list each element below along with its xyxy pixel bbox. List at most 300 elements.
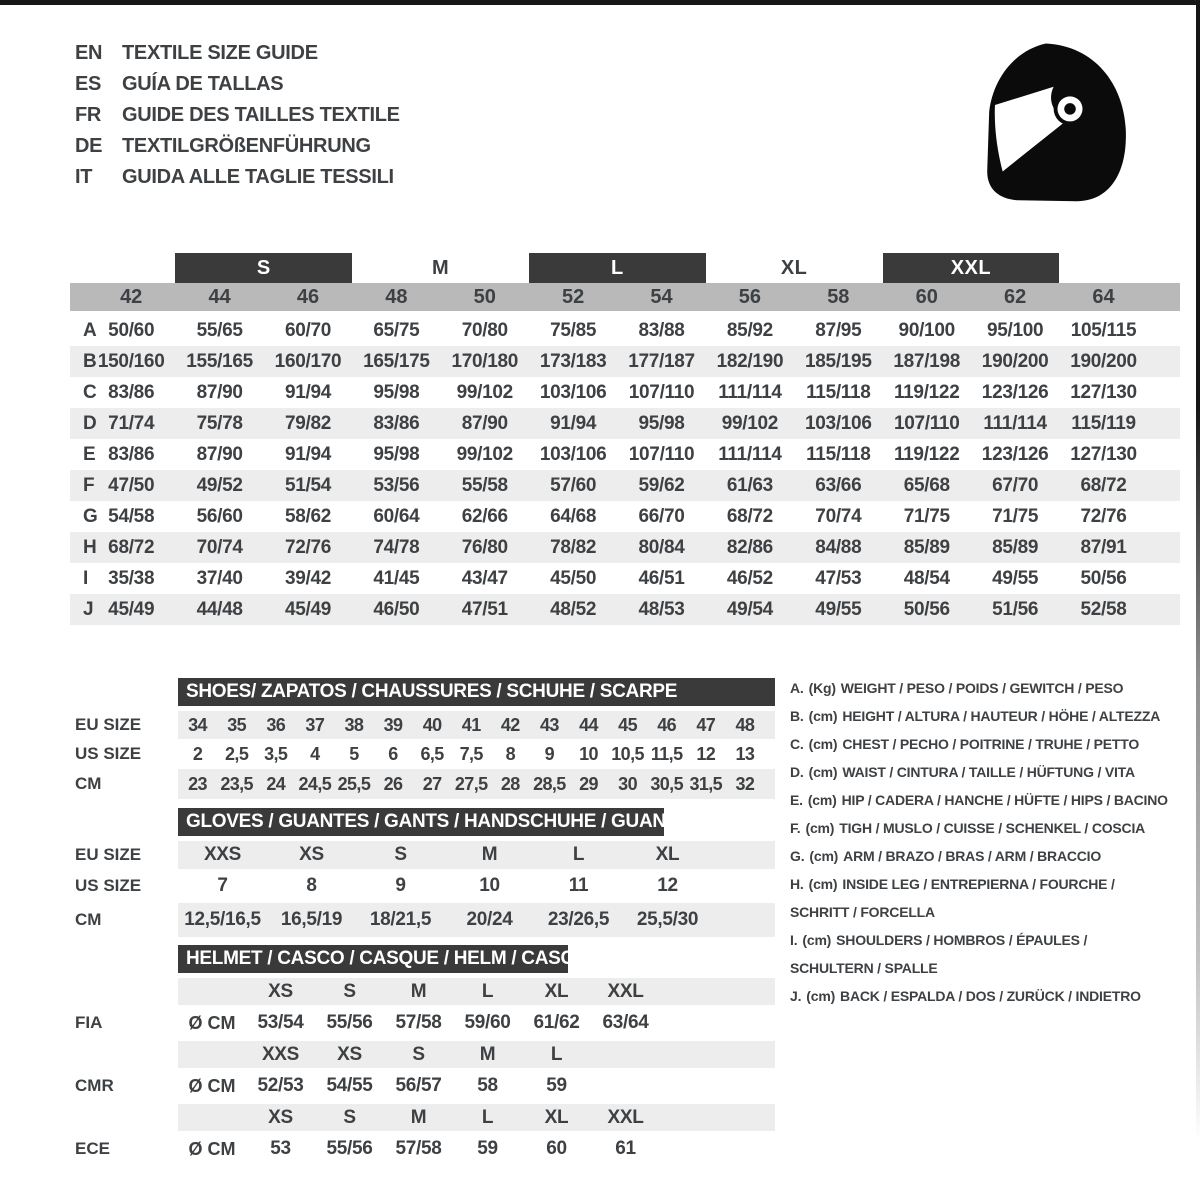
legend-key: F. (790, 820, 801, 836)
measurement-value-cell: 70/80 (461, 319, 508, 341)
measurement-value-cell: 65/75 (373, 319, 420, 341)
measurement-value-cell: 47/53 (815, 567, 862, 589)
legend-text: WEIGHT / PESO / POIDS / GEWITCH / PESO (840, 680, 1124, 696)
glove-size-cell: 18/21,5 (369, 909, 432, 930)
legend-item (790, 786, 1170, 814)
measurement-value-cell: 107/110 (628, 381, 695, 403)
legend-key: J. (790, 988, 802, 1004)
shoe-size-cell: 23 (188, 773, 207, 794)
measurement-value-cell: 95/98 (638, 412, 685, 434)
measurement-value-cell: 50/60 (108, 319, 155, 341)
helmet-standard-name: FIA (75, 1013, 103, 1032)
legend-text: HIP / CADERA / HANCHE / HÜFTE / HIPS / BACINO (841, 792, 1168, 808)
measurement-value-cell: 91/94 (284, 443, 331, 465)
measurement-row-values (87, 408, 1180, 439)
measurement-value-cell: 76/80 (461, 536, 508, 558)
shoe-size-cell: 27,5 (454, 773, 488, 794)
shoe-size-cell: 25,5 (337, 773, 371, 794)
measurement-value-cell: 68/72 (108, 536, 155, 558)
measurement-value-cell: 182/190 (716, 350, 784, 372)
measurement-row-values (87, 377, 1180, 408)
language-row (75, 38, 400, 69)
eu-size-cell: 64 (1092, 285, 1115, 308)
shoe-size-cell: 48 (735, 714, 755, 735)
shoe-size-cell: 8 (505, 743, 515, 764)
shoes-table (75, 678, 778, 799)
measurement-row-label: G (83, 505, 98, 527)
legend-key: D. (790, 764, 804, 780)
eu-size-cell: 60 (915, 285, 938, 308)
measurement-value-cell: 49/54 (726, 598, 773, 620)
language-title: TEXTILGRÖßENFÜHRUNG (122, 135, 371, 157)
measurement-row-label: D (83, 412, 97, 434)
helmet-values (246, 1068, 775, 1104)
eu-size-cell: 58 (827, 285, 850, 308)
helmet-value-cell: 57/58 (395, 1138, 442, 1159)
eu-size-cell: 50 (473, 285, 496, 308)
measurement-value-cell: 84/88 (815, 536, 862, 558)
measurement-value-cell: 190/200 (981, 350, 1049, 372)
measurement-value-cell: 59/62 (638, 474, 685, 496)
measurement-value-cell: 85/92 (726, 319, 773, 341)
measurement-value-cell: 115/118 (806, 443, 871, 465)
measurement-value-cell: 71/75 (903, 505, 950, 527)
measurement-value-cell: 187/198 (893, 350, 960, 372)
gloves-header-bar (178, 808, 683, 836)
shoe-size-cell: 13 (735, 743, 755, 764)
helmet-size-cell: XXS (261, 1043, 300, 1065)
measurement-value-cell: 45/49 (284, 598, 331, 620)
measurement-value-cell: 75/78 (196, 412, 243, 434)
language-row (75, 131, 400, 162)
helmet-header-bar (178, 945, 589, 973)
measurement-value-cell: 111/114 (718, 381, 782, 403)
frame-top-border (0, 0, 1200, 5)
shoe-size-cell: 26 (383, 773, 403, 794)
helmet-values-row (75, 1005, 775, 1041)
measurement-value-cell: 177/187 (628, 350, 695, 372)
measurement-value-cell: 46/52 (726, 567, 773, 589)
shoe-size-cell: 36 (266, 714, 286, 735)
measurement-value-cell: 47/50 (108, 474, 155, 496)
language-row (75, 100, 400, 131)
gloves-eu-row (75, 841, 775, 869)
shoe-size-cell: 28 (500, 773, 520, 794)
shoes-header-bar (178, 678, 775, 706)
measurement-value-cell: 70/74 (815, 505, 862, 527)
helmet-value-cell: 57/58 (395, 1012, 442, 1033)
glove-size-cell: 10 (479, 875, 500, 896)
shoe-size-cell: 6,5 (420, 743, 444, 764)
glove-size-cell: 7 (217, 875, 228, 896)
size-bar-label: S (175, 253, 352, 283)
measurement-value-cell: 85/89 (903, 536, 950, 558)
measurement-value-cell: 52/58 (1080, 598, 1127, 620)
measurement-value-cell: 123/126 (981, 381, 1049, 403)
language-title: GUIDE DES TAILLES TEXTILE (122, 104, 400, 126)
legend-unit: (cm) (808, 736, 838, 752)
measurement-value-cell: 50/56 (1080, 567, 1127, 589)
glove-size-cell: L (572, 844, 585, 865)
measurement-value-cell: 74/78 (373, 536, 420, 558)
measurement-row-label: J (83, 598, 94, 620)
shoes-eu-values (178, 711, 775, 739)
helmet-size-cell: L (481, 1106, 494, 1128)
helmet-size-cell: L (550, 1043, 563, 1065)
measurement-value-cell: 83/88 (638, 319, 685, 341)
measurement-value-cell: 37/40 (196, 567, 243, 589)
shoe-size-cell: 5 (349, 743, 359, 764)
measurement-value-cell: 61/63 (726, 474, 773, 496)
measurement-row (70, 563, 1180, 594)
legend-text: BACK / ESPALDA / DOS / ZURÜCK / INDIETRO (840, 988, 1141, 1004)
helmet-value-cell: 61/62 (533, 1012, 580, 1033)
gloves-us-size-label: US SIZE (75, 876, 142, 895)
eu-size-cell: 52 (562, 285, 585, 308)
language-code: ES (75, 73, 102, 95)
glove-size-cell: S (394, 844, 407, 865)
glove-size-cell: 11 (568, 875, 589, 896)
shoe-size-cell: 37 (305, 714, 325, 735)
shoe-size-cell: 11,5 (650, 743, 683, 764)
measurement-value-cell: 160/170 (274, 350, 342, 372)
legend-unit: (cm) (806, 988, 836, 1004)
eu-size-cell: 46 (296, 285, 320, 308)
helmet-value-cell: 61 (615, 1138, 636, 1159)
measurement-row (70, 594, 1180, 625)
glove-size-cell: 25,5/30 (636, 909, 699, 930)
glove-size-cell: 12,5/16,5 (184, 909, 261, 930)
measurement-value-cell: 111/114 (983, 412, 1047, 434)
shoes-us-row (75, 739, 775, 769)
measurement-value-cell: 107/110 (628, 443, 695, 465)
eu-size-cell: 54 (650, 285, 673, 308)
shoes-us-values (178, 739, 775, 769)
measurement-value-cell: 87/90 (461, 412, 508, 434)
measurement-value-cell: 49/55 (815, 598, 862, 620)
measurement-value-cell: 46/51 (638, 567, 685, 589)
helmet-standard-block (75, 978, 775, 1041)
shoe-size-cell: 30,5 (650, 773, 683, 794)
shoe-size-cell: 2 (192, 743, 203, 764)
legend-unit: (cm) (808, 708, 838, 724)
legend-unit: (cm) (802, 932, 832, 948)
measurement-row-values (87, 563, 1180, 594)
measurement-value-cell: 127/130 (1070, 443, 1137, 465)
eu-size-cell: 42 (120, 285, 143, 308)
legend-text: TIGH / MUSLO / CUISSE / SCHENKEL / COSCIA (839, 820, 1146, 836)
measurement-value-cell: 75/85 (550, 319, 597, 341)
measurement-value-cell: 99/102 (456, 443, 513, 465)
helmet-size-cell: XS (268, 980, 293, 1002)
measurement-value-cell: 165/175 (363, 350, 430, 372)
helmet-size-labels (246, 978, 775, 1005)
helmet-size-cell: XL (544, 1106, 569, 1128)
helmet-sizes-row (178, 978, 775, 1005)
legend-text: SHOULDERS / HOMBROS / ÉPAULES / SCHULTERN / SPALLE (790, 932, 1088, 976)
language-list (75, 38, 400, 193)
measurement-row (70, 377, 1180, 408)
shoe-size-cell: 27 (422, 773, 442, 794)
measurement-value-cell: 95/98 (373, 443, 420, 465)
gloves-table (75, 808, 778, 937)
legend-item (790, 758, 1170, 786)
measurement-value-cell: 66/70 (638, 505, 685, 527)
helmet-size-cell: XXL (607, 1106, 644, 1128)
shoe-size-cell: 3,5 (264, 743, 288, 764)
legend-item (790, 842, 1170, 870)
legend-key: E. (790, 792, 803, 808)
shoes-cm-label: CM (75, 774, 102, 793)
helmet-size-cell: M (410, 980, 427, 1002)
measurement-value-cell: 70/74 (196, 536, 243, 558)
helmet-value-cell: 56/57 (395, 1075, 442, 1096)
shoe-size-cell: 38 (344, 714, 364, 735)
helmet-size-cell: M (479, 1043, 496, 1065)
measurement-value-cell: 119/122 (893, 443, 960, 465)
shoe-size-cell: 30 (618, 773, 637, 794)
shoes-title: SHOES/ ZAPATOS / CHAUSSURES / SCHUHE / SCARPE (186, 681, 678, 702)
gloves-cm-values (178, 903, 775, 937)
legend-key: C. (790, 736, 804, 752)
legend-unit: (cm) (809, 848, 839, 864)
measurement-value-cell: 67/70 (992, 474, 1039, 496)
legend-item (790, 982, 1170, 1010)
shoe-size-cell: 29 (579, 773, 598, 794)
measurement-row (70, 315, 1180, 346)
frame-right-border (1196, 0, 1200, 1165)
measurement-value-cell: 91/94 (550, 412, 597, 434)
glove-size-cell: 23/26,5 (547, 909, 610, 930)
measurement-value-cell: 50/56 (903, 598, 950, 620)
size-bar-label: M (431, 256, 450, 279)
measurement-row-label: E (83, 443, 96, 465)
helmet-values (246, 1005, 775, 1041)
measurement-value-cell: 185/195 (805, 350, 872, 372)
measurement-value-cell: 95/98 (373, 381, 420, 403)
measurement-row-values (87, 594, 1180, 625)
measurement-row-label: H (83, 536, 97, 558)
helmet-sizes-row (178, 1041, 775, 1068)
measurement-value-cell: 43/47 (461, 567, 508, 589)
legend-text: HEIGHT / ALTURA / HAUTEUR / HÖHE / ALTEZZA (842, 708, 1161, 724)
shoe-size-cell: 24,5 (298, 773, 332, 794)
measurement-value-cell: 60/70 (284, 319, 331, 341)
legend-key: I. (790, 932, 798, 948)
measurement-value-cell: 91/94 (284, 381, 331, 403)
helmet-value-cell: 59 (477, 1138, 498, 1159)
legend-item (790, 814, 1170, 842)
shoes-us-size-label: US SIZE (75, 744, 142, 763)
legend-key: A. (790, 680, 804, 696)
language-row (75, 162, 400, 193)
legend-text: WAIST / CINTURA / TAILLE / HÜFTUNG / VITA (842, 764, 1135, 780)
shoe-size-cell: 40 (422, 714, 442, 735)
measurement-value-cell: 119/122 (893, 381, 960, 403)
size-bar-label: L (529, 253, 706, 283)
eu-size-cell: 44 (208, 285, 231, 308)
gloves-us-values (178, 869, 775, 903)
measurement-value-cell: 107/110 (893, 412, 960, 434)
measurement-value-cell: 48/52 (550, 598, 597, 620)
measurement-value-cell: 87/95 (815, 319, 862, 341)
measurement-value-cell: 46/50 (373, 598, 420, 620)
measurement-value-cell: 190/200 (1070, 350, 1137, 372)
helmet-standard-name: CMR (75, 1076, 114, 1095)
shoes-cm-row (75, 769, 775, 799)
helmet-unit-label: Ø CM (188, 1012, 236, 1033)
language-title: GUIDA ALLE TAGLIE TESSILI (122, 166, 394, 188)
racing-helmet-icon (980, 30, 1135, 213)
shoe-size-cell: 10 (579, 743, 598, 764)
measurement-row-values (87, 315, 1180, 346)
helmet-size-cell: XS (268, 1106, 293, 1128)
measurement-value-cell: 173/183 (539, 350, 607, 372)
measurement-value-cell: 64/68 (550, 505, 597, 527)
shoe-size-cell: 24 (266, 773, 286, 794)
measurement-value-cell: 99/102 (721, 412, 779, 434)
helmet-value-cell: 60 (546, 1138, 567, 1159)
measurement-value-cell: 51/54 (284, 474, 331, 496)
language-row (75, 69, 400, 100)
helmet-standard-name: ECE (75, 1139, 110, 1158)
helmet-table (75, 945, 778, 1167)
language-title: GUÍA DE TALLAS (122, 73, 284, 95)
glove-size-cell: 16,5/19 (280, 909, 343, 930)
measurement-row (70, 470, 1180, 501)
measurement-value-cell: 57/60 (550, 474, 597, 496)
legend-unit: (cm) (807, 792, 837, 808)
eu-size-cell: 48 (385, 285, 408, 308)
measurement-row (70, 439, 1180, 470)
helmet-size-cell: M (410, 1106, 427, 1128)
measurement-value-cell: 170/180 (451, 350, 519, 372)
gloves-cm-row (75, 903, 775, 937)
measurement-value-cell: 68/72 (726, 505, 773, 527)
measurement-row (70, 532, 1180, 563)
measurement-value-cell: 78/82 (550, 536, 597, 558)
gloves-eu-values (178, 841, 775, 869)
measurement-value-cell: 83/86 (108, 381, 155, 403)
measurement-row-label: A (83, 319, 97, 341)
shoe-size-cell: 31,5 (689, 773, 723, 794)
helmet-values-row (75, 1131, 775, 1167)
helmet-title: HELMET / CASCO / CASQUE / HELM / CASCO (186, 948, 589, 969)
helmet-values (246, 1131, 775, 1167)
language-code: DE (75, 135, 103, 157)
measurement-value-cell: 72/76 (1080, 505, 1127, 527)
measurement-value-cell: 62/66 (461, 505, 508, 527)
measurement-value-cell: 95/100 (986, 319, 1044, 341)
measurement-value-cell: 45/50 (550, 567, 597, 589)
measurement-value-cell: 82/86 (726, 536, 773, 558)
eu-size-band (70, 283, 1180, 311)
measurement-value-cell: 71/75 (992, 505, 1039, 527)
helmet-unit-label: Ø CM (188, 1138, 236, 1159)
helmet-values-row (75, 1068, 775, 1104)
measurement-row-values (87, 346, 1180, 377)
shoe-size-cell: 35 (227, 714, 247, 735)
legend-unit: (Kg) (808, 680, 836, 696)
shoe-size-cell: 42 (500, 714, 520, 735)
measurement-value-cell: 123/126 (981, 443, 1049, 465)
legend-unit: (cm) (808, 764, 838, 780)
legend-item (790, 870, 1170, 926)
language-code: FR (75, 104, 102, 126)
helmet-standard-block (75, 1104, 775, 1167)
helmet-value-cell: 55/56 (326, 1012, 373, 1033)
shoe-size-cell: 45 (618, 714, 637, 735)
helmet-value-cell: 58 (477, 1075, 498, 1096)
measurement-row-values (87, 439, 1180, 470)
measurement-value-cell: 103/106 (805, 412, 872, 434)
legend-unit: (cm) (805, 820, 835, 836)
shoes-eu-row (75, 711, 775, 739)
legend-unit: (cm) (808, 876, 838, 892)
measurement-value-cell: 45/49 (108, 598, 155, 620)
shoe-size-cell: 43 (539, 714, 559, 735)
helmet-standard-block (75, 1041, 775, 1104)
measurement-value-cell: 105/115 (1070, 319, 1137, 341)
measurement-row (70, 501, 1180, 532)
legend-item (790, 702, 1170, 730)
helmet-size-cell: XL (544, 980, 569, 1002)
measurement-row (70, 408, 1180, 439)
helmet-size-cell: L (481, 980, 494, 1002)
measurement-value-cell: 41/45 (373, 567, 420, 589)
measurement-row-label: I (83, 567, 89, 589)
measurement-row-label: B (83, 350, 97, 372)
gloves-us-row (75, 869, 775, 903)
glove-size-cell: 8 (306, 875, 317, 896)
measurement-value-cell: 150/160 (97, 350, 165, 372)
measurement-value-cell: 63/66 (815, 474, 862, 496)
measurement-value-cell: 83/86 (108, 443, 155, 465)
measurement-value-cell: 48/53 (638, 598, 685, 620)
measurement-value-cell: 54/58 (108, 505, 155, 527)
measurement-value-cell: 65/68 (903, 474, 950, 496)
language-title: TEXTILE SIZE GUIDE (122, 42, 318, 64)
helmet-size-cell: S (343, 1106, 356, 1128)
shoes-cm-values (178, 769, 775, 799)
helmet-size-cell: S (412, 1043, 425, 1065)
shoe-size-cell: 7,5 (459, 743, 483, 764)
measurement-value-cell: 85/89 (992, 536, 1039, 558)
legend-item (790, 730, 1170, 758)
shoe-size-cell: 23,5 (220, 773, 253, 794)
shoes-eu-size-label: EU SIZE (75, 715, 142, 734)
gloves-cm-label: CM (75, 910, 102, 929)
measurement-value-cell: 87/91 (1080, 536, 1127, 558)
size-header-bars (70, 253, 1180, 283)
measurement-value-cell: 71/74 (108, 412, 155, 434)
legend-key: G. (790, 848, 805, 864)
glove-size-cell: M (481, 844, 498, 865)
helmet-size-cell: XS (337, 1043, 362, 1065)
measurement-row-label: F (83, 474, 95, 496)
measurement-value-cell: 87/90 (196, 443, 243, 465)
measurement-value-cell: 99/102 (456, 381, 513, 403)
measurement-value-cell: 55/58 (461, 474, 508, 496)
glove-size-cell: XXS (203, 844, 242, 865)
measurement-value-cell: 68/72 (1080, 474, 1127, 496)
measurement-row-values (87, 532, 1180, 563)
measurement-value-cell: 115/119 (1071, 412, 1136, 434)
eu-size-cell: 62 (1003, 285, 1027, 308)
helmet-value-cell: 59 (546, 1075, 567, 1096)
helmet-size-cell: XXL (607, 980, 644, 1002)
helmet-size-cell: S (343, 980, 356, 1002)
